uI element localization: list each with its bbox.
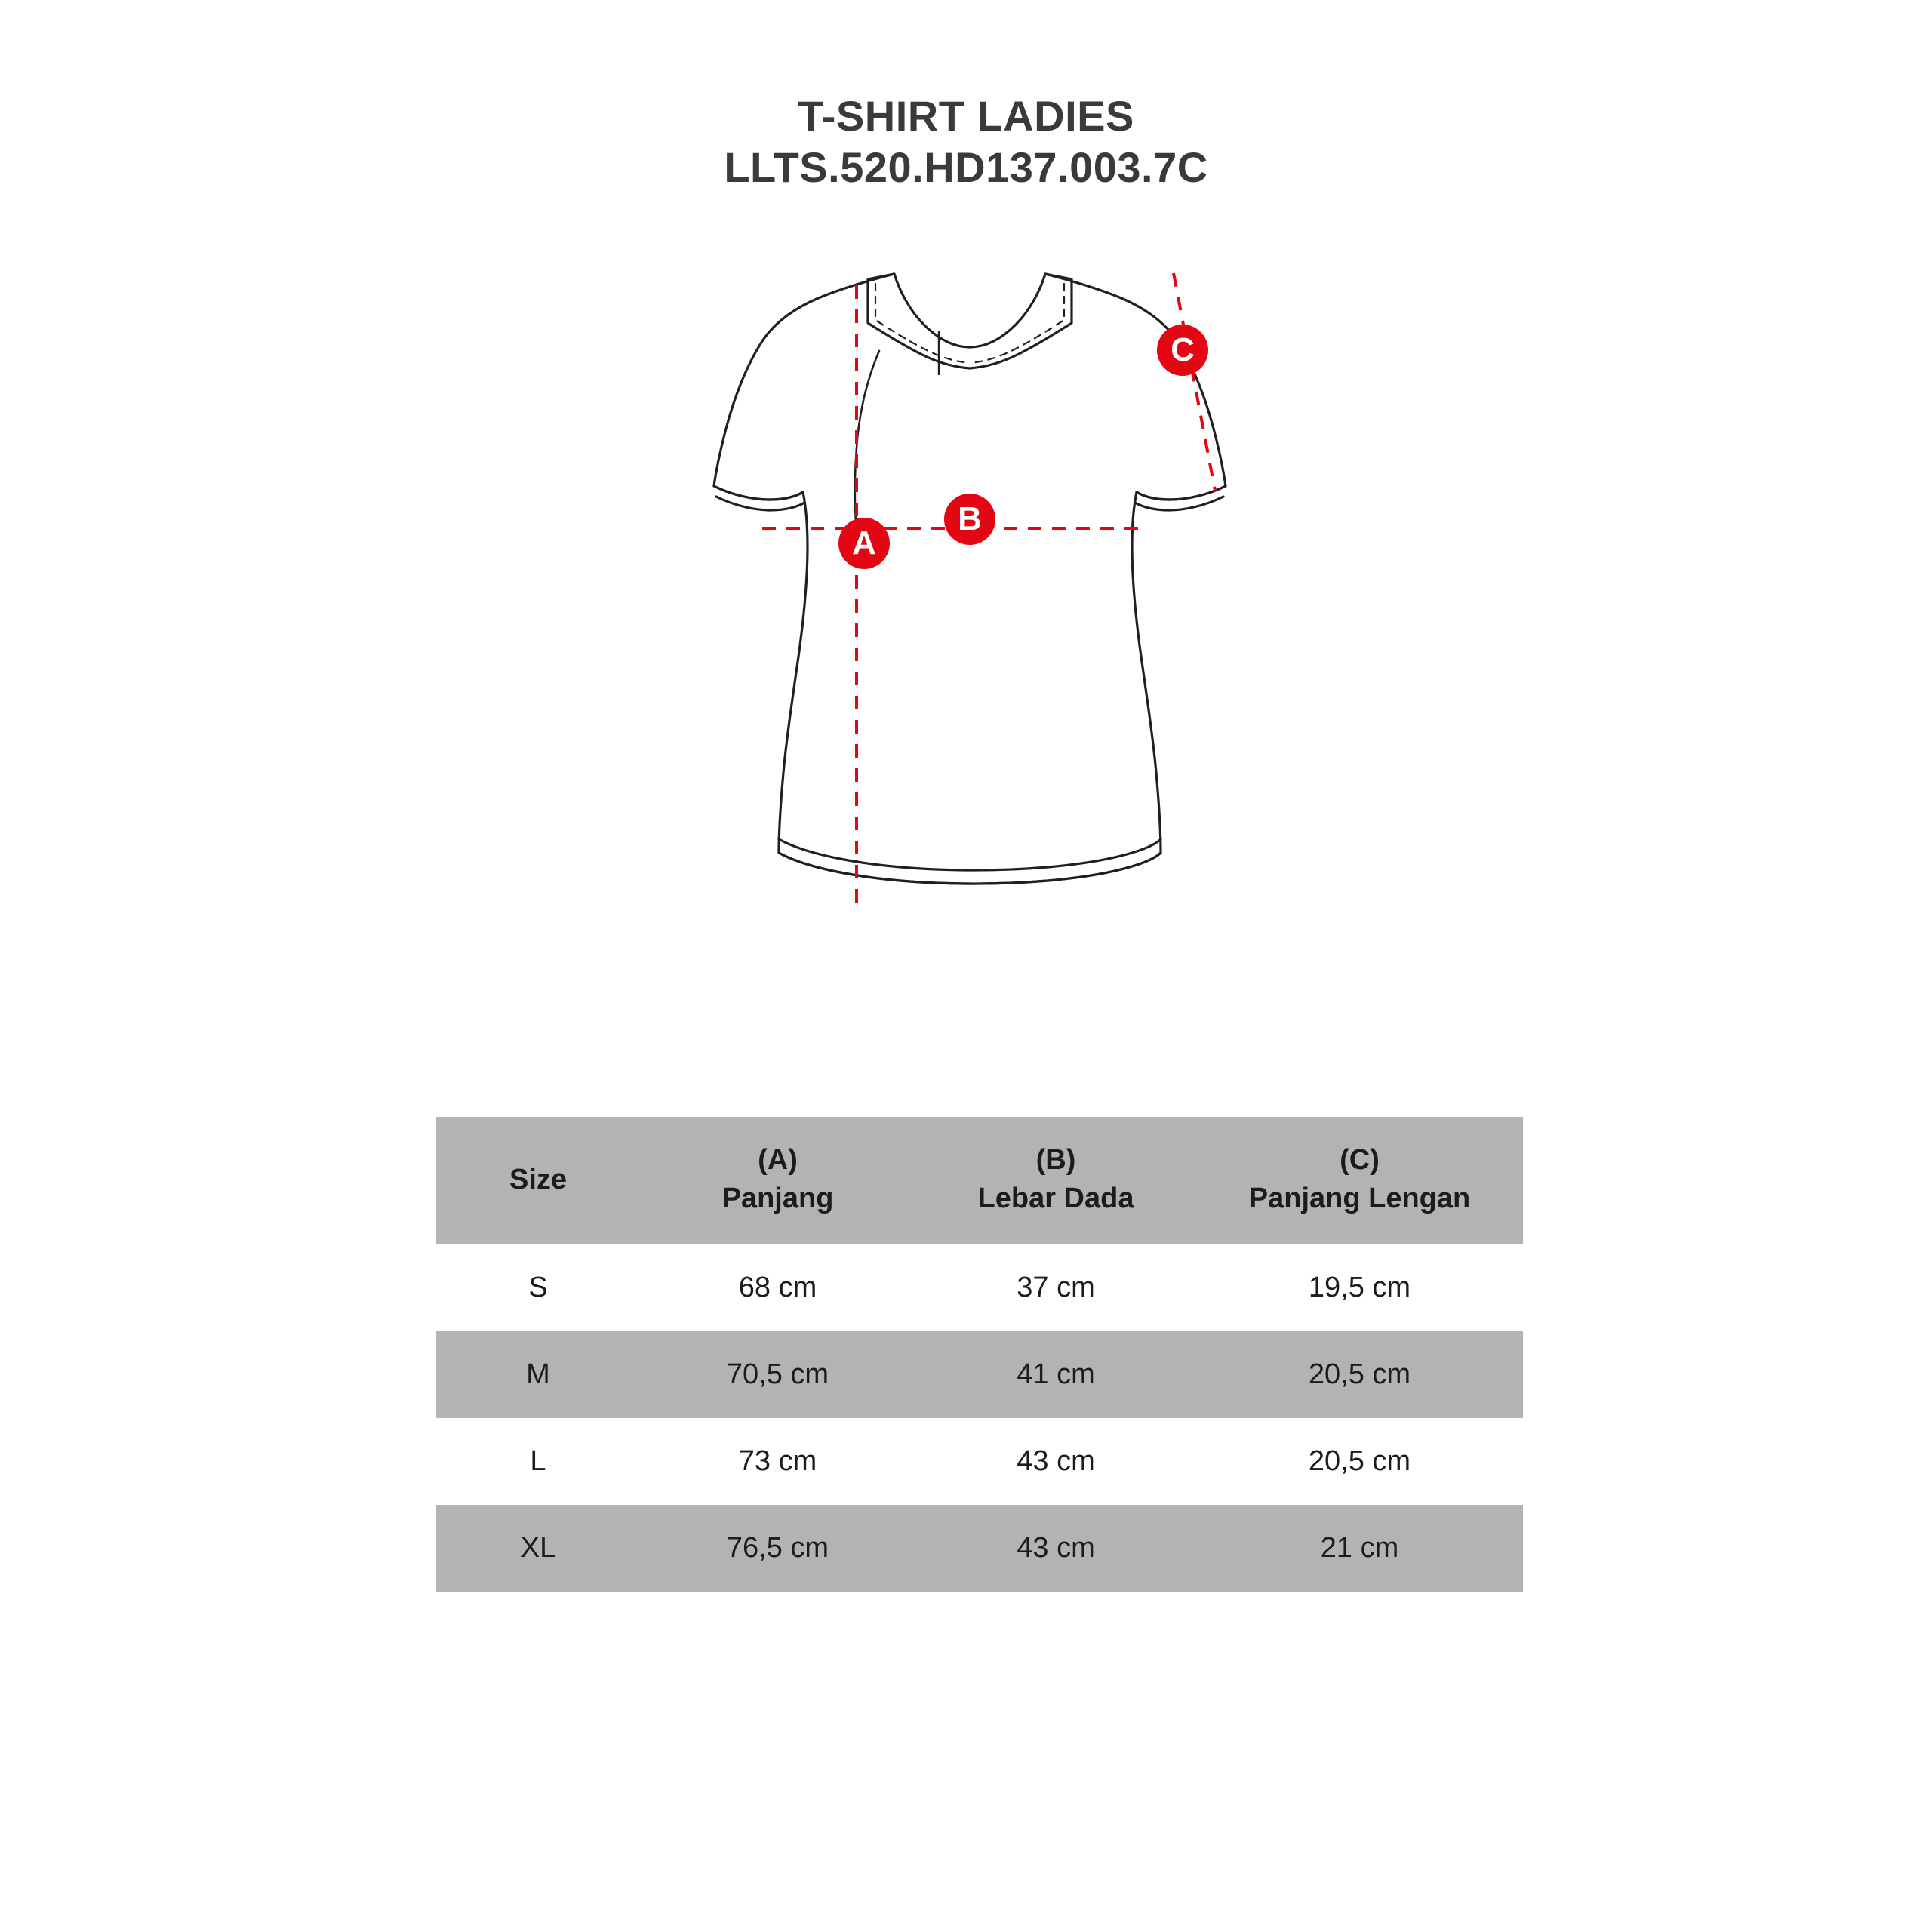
column-header-b-label: Lebar Dada <box>977 1183 1134 1215</box>
cell-length: 73 cm <box>640 1418 915 1505</box>
measure-line-c <box>1174 273 1215 491</box>
column-header-a <box>640 1117 915 1244</box>
column-header-size <box>436 1117 640 1244</box>
right-sleeve-hem-top <box>1137 486 1226 500</box>
cell-chest-width: 41 cm <box>915 1331 1196 1418</box>
column-header-c <box>1196 1117 1523 1244</box>
table-row <box>436 1244 1523 1331</box>
cell-length: 70,5 cm <box>640 1331 915 1418</box>
garment-illustration <box>619 226 1313 1041</box>
bottom-hem-bottom <box>779 839 1161 870</box>
column-header-c-label: Panjang Lengan <box>1248 1183 1471 1215</box>
cell-sleeve-length: 20,5 cm <box>1196 1418 1523 1505</box>
cell-size: XL <box>436 1505 640 1592</box>
column-header-c-code: (C) <box>1340 1144 1380 1176</box>
cell-size: S <box>436 1244 640 1331</box>
cell-sleeve-length: 19,5 cm <box>1196 1244 1523 1331</box>
product-name: T-SHIRT LADIES <box>798 92 1134 140</box>
table-header-row <box>436 1117 1523 1244</box>
left-sleeve-hem-top <box>714 486 803 500</box>
cell-length: 68 cm <box>640 1244 915 1331</box>
collar-opening <box>894 274 1045 347</box>
marker-c-group <box>1157 325 1208 376</box>
marker-b-group <box>944 494 995 545</box>
cell-chest-width: 37 cm <box>915 1244 1196 1331</box>
product-code: LLTS.520.HD137.003.7C <box>724 143 1208 192</box>
column-header-b-code: (B) <box>1035 1144 1076 1176</box>
cell-chest-width: 43 cm <box>915 1505 1196 1592</box>
table-row <box>436 1418 1523 1505</box>
front-seam <box>855 351 879 522</box>
page-title <box>0 91 1932 194</box>
cell-length: 76,5 cm <box>640 1505 915 1592</box>
cell-sleeve-length: 21 cm <box>1196 1505 1523 1592</box>
marker-a-label: A <box>852 525 876 561</box>
cell-size: L <box>436 1418 640 1505</box>
collar-right <box>970 274 1072 368</box>
column-header-size-label: Size <box>509 1163 568 1195</box>
cell-size: M <box>436 1331 640 1418</box>
column-header-b <box>915 1117 1196 1244</box>
marker-b-label: B <box>958 500 982 537</box>
size-table <box>436 1117 1523 1592</box>
cell-chest-width: 43 cm <box>915 1418 1196 1505</box>
shirt-body-outline <box>714 274 1226 884</box>
cell-sleeve-length: 20,5 cm <box>1196 1331 1523 1418</box>
marker-c-label: C <box>1171 331 1195 368</box>
table-row <box>436 1505 1523 1592</box>
collar-left <box>868 274 970 368</box>
table-row <box>436 1331 1523 1418</box>
column-header-a-code: (A) <box>758 1144 798 1176</box>
column-header-a-label: Panjang <box>721 1183 834 1215</box>
marker-a-group <box>838 518 890 569</box>
